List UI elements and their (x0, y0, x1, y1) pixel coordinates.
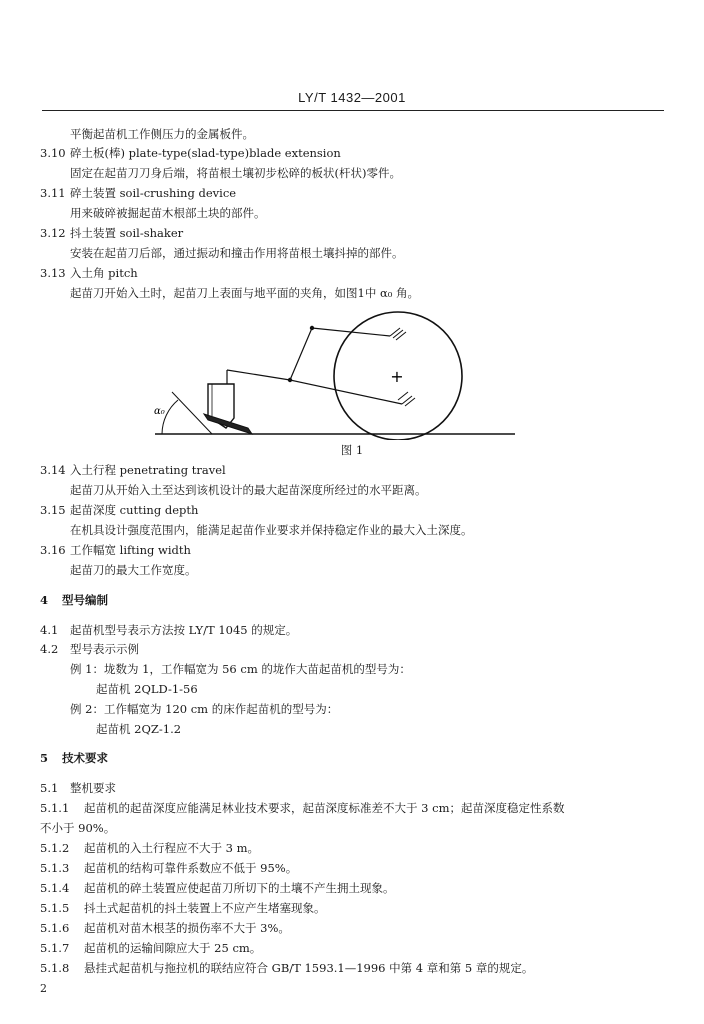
example-2: 例 2：工作幅宽为 120 cm 的床作起苗机的型号为： (70, 702, 339, 716)
definition-3-16: 起苗刀的最大工作宽度。 (70, 563, 197, 577)
term-3-15: 3.15 起苗深度 cutting depth (40, 503, 199, 517)
term-3-12: 3.12 抖土装置 soil-shaker (40, 226, 184, 240)
header-rule (42, 110, 664, 111)
clause-5-1-1-cont: 不小于 90%。 (40, 821, 116, 835)
text-line-continuation: 平衡起苗机工作侧压力的金属板件。 (70, 127, 254, 141)
term-3-13: 3.13 入土角 pitch (40, 266, 138, 280)
clause-5-1: 5.1 整机要求 (40, 781, 116, 795)
clause-5-1-5: 5.1.5 抖土式起苗机的抖土装置上不应产生堵塞现象。 (40, 901, 326, 915)
example-1: 例 1：垅数为 1，工作幅宽为 56 cm 的垅作大苗起苗机的型号为： (70, 662, 411, 676)
clause-5-1-6: 5.1.6 起苗机对苗木根茎的损伤率不大于 3%。 (40, 921, 290, 935)
figure-1-diagram (150, 300, 530, 440)
mast-link (290, 328, 312, 380)
wheel-center-mark: + (390, 367, 404, 386)
definition-3-12: 安装在起苗刀后部，通过振动和撞击作用将苗根土壤抖掉的部件。 (70, 246, 404, 260)
clause-5-1-7: 5.1.7 起苗机的运输间隙应大于 25 cm。 (40, 941, 262, 955)
page-header: LY/T 1432—2001 (298, 90, 406, 105)
term-3-10: 3.10 碎土板(棒) plate-type(slad-type)blade extension (40, 146, 341, 160)
lifting-blade (204, 414, 252, 434)
definition-3-15: 在机具设计强度范围内，能满足起苗作业要求并保持稳定作业的最大入土深度。 (70, 523, 473, 537)
term-3-11: 3.11 碎土装置 soil-crushing device (40, 186, 237, 200)
clause-5-1-1: 5.1.1 起苗机的起苗深度应能满足林业技术要求，起苗深度标准差不大于 3 cm；起苗深度稳定性系数 (40, 801, 565, 815)
term-3-16: 3.16 工作幅宽 lifting width (40, 543, 191, 557)
clause-5-1-3: 5.1.3 起苗机的结构可靠件系数应不低于 95%。 (40, 861, 298, 875)
clause-5-1-8: 5.1.8 悬挂式起苗机与拖拉机的联结应符合 GB/T 1593.1—1996 中第 4 章和第 5 章的规定。 (40, 961, 534, 975)
definition-3-11: 用来破碎被掘起苗木根部土块的部件。 (70, 206, 266, 220)
page-number: 2 (40, 982, 47, 995)
lower-link (290, 380, 402, 404)
clause-4-1: 4.1 起苗机型号表示方法按 LY/T 1045 的规定。 (40, 623, 298, 637)
clause-5-1-4: 5.1.4 起苗机的碎土装置应使起苗刀所切下的土壤不产生拥土现象。 (40, 881, 395, 895)
clause-4-2: 4.2 型号表示示例 (40, 642, 139, 656)
example-1-model: 起苗机 2QLD-1-56 (96, 682, 198, 696)
definition-3-13: 起苗刀开始入土时，起苗刀上表面与地平面的夹角，如图1中 α₀ 角。 (70, 286, 420, 300)
example-2-model: 起苗机 2QZ-1.2 (96, 722, 182, 736)
section-5-heading: 5 技术要求 (40, 751, 108, 765)
upper-hinge-mark (390, 328, 406, 340)
upper-link (312, 328, 390, 336)
definition-3-10: 固定在起苗刀刀身后端，将苗根土壤初步松碎的板状(杆状)零件。 (70, 166, 401, 180)
definition-3-14: 起苗刀从开始入土至达到该机设计的最大起苗深度所经过的水平距离。 (70, 483, 427, 497)
figure-caption: 图 1 (340, 443, 364, 457)
angle-label: α₀ (154, 406, 165, 417)
clause-5-1-2: 5.1.2 起苗机的入土行程应不大于 3 m。 (40, 841, 260, 855)
section-4-heading: 4 型号编制 (40, 593, 108, 607)
term-3-14: 3.14 入土行程 penetrating travel (40, 463, 226, 477)
angle-ray (172, 392, 212, 434)
frame-link (227, 370, 290, 380)
